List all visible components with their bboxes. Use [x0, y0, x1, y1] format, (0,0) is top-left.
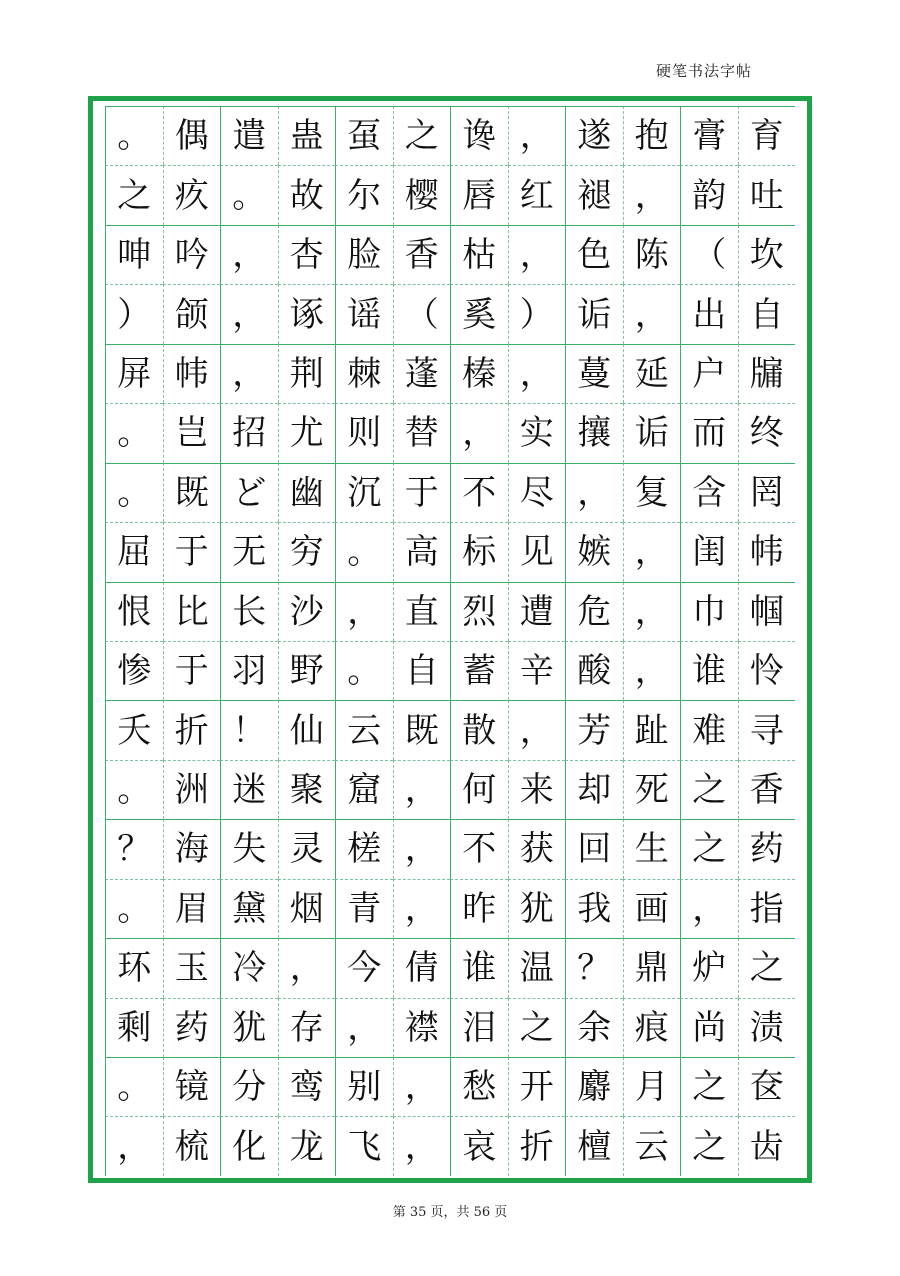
- grid-cell: ，: [565, 463, 623, 522]
- grid-cell: 谣: [335, 284, 393, 343]
- grid-cell: 化: [220, 1116, 278, 1175]
- grid-cell: 出: [680, 284, 738, 343]
- grid-cell: 于: [393, 463, 451, 522]
- grid-cell: 。: [105, 463, 163, 522]
- header-title: 硬笔书法字帖: [655, 62, 752, 80]
- grid-cell: ，: [278, 938, 336, 997]
- grid-cell: 遂: [565, 106, 623, 165]
- grid-cell: 之: [508, 998, 566, 1057]
- grid-cell: ，: [393, 1057, 451, 1116]
- grid-cell: 香: [738, 760, 796, 819]
- grid-cell: 飞: [335, 1116, 393, 1175]
- grid-cell: 吟: [163, 225, 221, 284]
- grid-cell: 怜: [738, 641, 796, 700]
- grid-cell: ，: [680, 879, 738, 938]
- grid-cell: ど: [220, 463, 278, 522]
- grid-cell: ，: [335, 582, 393, 641]
- grid-cell: 惨: [105, 641, 163, 700]
- grid-cell: 烟: [278, 879, 336, 938]
- grid-cell: 分: [220, 1057, 278, 1116]
- grid-cell: 痕: [623, 998, 681, 1057]
- grid-cell: 野: [278, 641, 336, 700]
- grid-cell: 回: [565, 819, 623, 878]
- grid-cell: 尔: [335, 165, 393, 224]
- grid-cell: 则: [335, 403, 393, 462]
- grid-cell: 直: [393, 582, 451, 641]
- grid-cell: ，: [220, 344, 278, 403]
- grid-cell: 枯: [450, 225, 508, 284]
- grid-cell: 攘: [565, 403, 623, 462]
- grid-cell: 帏: [163, 344, 221, 403]
- grid-cell: 却: [565, 760, 623, 819]
- grid-cell: 诟: [565, 284, 623, 343]
- grid-cell: ，: [220, 225, 278, 284]
- grid-cell: 香: [393, 225, 451, 284]
- grid-cell: 实: [508, 403, 566, 462]
- grid-cell: 灵: [278, 819, 336, 878]
- grid-cell: 画: [623, 879, 681, 938]
- grid-cell: 幽: [278, 463, 336, 522]
- grid-cell: ，: [623, 522, 681, 581]
- grid-cell: 。: [105, 106, 163, 165]
- grid-cell: 洲: [163, 760, 221, 819]
- grid-cell: 之: [680, 1116, 738, 1175]
- grid-cell: 泪: [450, 998, 508, 1057]
- grid-cell: 。: [335, 641, 393, 700]
- grid-cell: 趾: [623, 700, 681, 759]
- grid-cell: 药: [163, 998, 221, 1057]
- grid-cell: 虿: [335, 106, 393, 165]
- grid-cell: 存: [278, 998, 336, 1057]
- grid-cell: 死: [623, 760, 681, 819]
- grid-cell: 唇: [450, 165, 508, 224]
- page-footer: 第 35 页，共 56 页: [392, 1205, 508, 1220]
- grid-cell: 于: [163, 641, 221, 700]
- grid-cell: 玉: [163, 938, 221, 997]
- grid-cell: 羽: [220, 641, 278, 700]
- grid-cell: 酸: [565, 641, 623, 700]
- grid-cell: ，: [393, 760, 451, 819]
- grid-cell: 脸: [335, 225, 393, 284]
- grid-cell: 聚: [278, 760, 336, 819]
- grid-cell: ，: [105, 1116, 163, 1175]
- grid-cell: 何: [450, 760, 508, 819]
- grid-cell: 窟: [335, 760, 393, 819]
- grid-cell: ，: [623, 641, 681, 700]
- grid-cell: 辛: [508, 641, 566, 700]
- grid-cell: ，: [623, 582, 681, 641]
- grid-cell: 散: [450, 700, 508, 759]
- grid-cell: ，: [220, 284, 278, 343]
- grid-cell: 诼: [278, 284, 336, 343]
- grid-cell: 蓬: [393, 344, 451, 403]
- grid-cell: 海: [163, 819, 221, 878]
- grid-cell: 别: [335, 1057, 393, 1116]
- grid-cell: 不: [450, 819, 508, 878]
- grid-cell: 倩: [393, 938, 451, 997]
- grid-cell: ，: [508, 106, 566, 165]
- grid-cell: 榛: [450, 344, 508, 403]
- grid-cell: 来: [508, 760, 566, 819]
- grid-cell: 遣: [220, 106, 278, 165]
- grid-cell: 偶: [163, 106, 221, 165]
- grid-cell: 昨: [450, 879, 508, 938]
- grid-cell: 见: [508, 522, 566, 581]
- grid-cell: ，: [508, 225, 566, 284]
- grid-cell: 罔: [738, 463, 796, 522]
- grid-cell: 眉: [163, 879, 221, 938]
- grid-cell: ，: [393, 1116, 451, 1175]
- grid-cell: 尤: [278, 403, 336, 462]
- grid-cell: 犹: [220, 998, 278, 1057]
- grid-cell: 奚: [450, 284, 508, 343]
- grid-cell: 芳: [565, 700, 623, 759]
- grid-cell: ，: [623, 284, 681, 343]
- grid-cell: 自: [738, 284, 796, 343]
- grid-cell: 青: [335, 879, 393, 938]
- grid-cell: 棘: [335, 344, 393, 403]
- grid-cell: ！: [220, 700, 278, 759]
- grid-cell: 闺: [680, 522, 738, 581]
- grid-cell: 云: [335, 700, 393, 759]
- grid-cell: 吐: [738, 165, 796, 224]
- grid-cell: 之: [105, 165, 163, 224]
- grid-cell: 遭: [508, 582, 566, 641]
- grid-cell: （: [393, 284, 451, 343]
- grid-cell: 指: [738, 879, 796, 938]
- grid-cell: 梳: [163, 1116, 221, 1175]
- grid-cell: 折: [508, 1116, 566, 1175]
- grid-cell: 嫉: [565, 522, 623, 581]
- grid-cell: 蛊: [278, 106, 336, 165]
- grid-cell: 招: [220, 403, 278, 462]
- grid-cell: 渍: [738, 998, 796, 1057]
- grid-cell: 复: [623, 463, 681, 522]
- grid-cell: 炉: [680, 938, 738, 997]
- grid-cell: 高: [393, 522, 451, 581]
- grid-cell: ，: [450, 403, 508, 462]
- grid-cell: 难: [680, 700, 738, 759]
- grid-cell: 疚: [163, 165, 221, 224]
- grid-cell: 谁: [450, 938, 508, 997]
- grid-cell: 之: [680, 1057, 738, 1116]
- grid-cell: 尽: [508, 463, 566, 522]
- grid-cell: 蔓: [565, 344, 623, 403]
- grid-cell: 户: [680, 344, 738, 403]
- grid-cell: 烈: [450, 582, 508, 641]
- grid-cell: 之: [680, 819, 738, 878]
- grid-cell: 屏: [105, 344, 163, 403]
- grid-cell: 岂: [163, 403, 221, 462]
- practice-frame: [88, 96, 812, 1183]
- grid-cell: 药: [738, 819, 796, 878]
- grid-cell: 鼎: [623, 938, 681, 997]
- grid-cell: 色: [565, 225, 623, 284]
- grid-cell: 云: [623, 1116, 681, 1175]
- grid-cell: 槎: [335, 819, 393, 878]
- grid-cell: 之: [680, 760, 738, 819]
- grid-cell: 帼: [738, 582, 796, 641]
- grid-cell: 樱: [393, 165, 451, 224]
- grid-cell: 抱: [623, 106, 681, 165]
- grid-cell: 沙: [278, 582, 336, 641]
- grid-cell: ？: [105, 819, 163, 878]
- grid-cell: 愁: [450, 1057, 508, 1116]
- grid-cell: 温: [508, 938, 566, 997]
- grid-cell: 谁: [680, 641, 738, 700]
- grid-cell: 膏: [680, 106, 738, 165]
- grid-cell: 标: [450, 522, 508, 581]
- grid-cell: ，: [393, 819, 451, 878]
- grid-cell: 奁: [738, 1057, 796, 1116]
- character-grid: [105, 106, 795, 1176]
- grid-cell: 红: [508, 165, 566, 224]
- grid-cell: ）: [105, 284, 163, 343]
- grid-cell: 黛: [220, 879, 278, 938]
- grid-cell: 比: [163, 582, 221, 641]
- grid-cell: ，: [508, 700, 566, 759]
- grid-cell: 今: [335, 938, 393, 997]
- grid-cell: 失: [220, 819, 278, 878]
- grid-cell: 含: [680, 463, 738, 522]
- grid-cell: 诟: [623, 403, 681, 462]
- grid-cell: 杏: [278, 225, 336, 284]
- grid-cell: 穷: [278, 522, 336, 581]
- grid-cell: 。: [105, 1057, 163, 1116]
- grid-cell: ，: [393, 879, 451, 938]
- grid-cell: 自: [393, 641, 451, 700]
- grid-cell: 巾: [680, 582, 738, 641]
- grid-cell: 颌: [163, 284, 221, 343]
- grid-cell: 我: [565, 879, 623, 938]
- grid-cell: 生: [623, 819, 681, 878]
- grid-cell: ，: [335, 998, 393, 1057]
- grid-cell: 延: [623, 344, 681, 403]
- grid-cell: 获: [508, 819, 566, 878]
- grid-cell: 危: [565, 582, 623, 641]
- grid-cell: （: [680, 225, 738, 284]
- grid-cell: 。: [105, 760, 163, 819]
- grid-cell: 鸾: [278, 1057, 336, 1116]
- grid-cell: 替: [393, 403, 451, 462]
- grid-cell: ，: [623, 165, 681, 224]
- grid-cell: 镜: [163, 1057, 221, 1116]
- grid-cell: 终: [738, 403, 796, 462]
- grid-cell: 寻: [738, 700, 796, 759]
- grid-cell: 韵: [680, 165, 738, 224]
- grid-cell: 余: [565, 998, 623, 1057]
- grid-cell: 哀: [450, 1116, 508, 1175]
- grid-cell: 于: [163, 522, 221, 581]
- grid-cell: 檀: [565, 1116, 623, 1175]
- grid-cell: 帏: [738, 522, 796, 581]
- grid-cell: 屈: [105, 522, 163, 581]
- grid-cell: 仙: [278, 700, 336, 759]
- grid-cell: 月: [623, 1057, 681, 1116]
- grid-cell: 齿: [738, 1116, 796, 1175]
- grid-cell: 沉: [335, 463, 393, 522]
- grid-cell: 之: [393, 106, 451, 165]
- grid-cell: 犹: [508, 879, 566, 938]
- grid-cell: 环: [105, 938, 163, 997]
- grid-cell: 陈: [623, 225, 681, 284]
- grid-cell: 开: [508, 1057, 566, 1116]
- grid-cell: 冷: [220, 938, 278, 997]
- grid-cell: 麝: [565, 1057, 623, 1116]
- grid-cell: 牖: [738, 344, 796, 403]
- grid-cell: 不: [450, 463, 508, 522]
- grid-cell: 既: [393, 700, 451, 759]
- grid-cell: 襟: [393, 998, 451, 1057]
- grid-cell: 坎: [738, 225, 796, 284]
- grid-cell: 褪: [565, 165, 623, 224]
- grid-cell: ，: [508, 344, 566, 403]
- grid-cell: 蓄: [450, 641, 508, 700]
- grid-cell: 谗: [450, 106, 508, 165]
- grid-cell: 既: [163, 463, 221, 522]
- grid-cell: ）: [508, 284, 566, 343]
- grid-cell: 剩: [105, 998, 163, 1057]
- grid-cell: 故: [278, 165, 336, 224]
- grid-cell: 恨: [105, 582, 163, 641]
- grid-cell: 折: [163, 700, 221, 759]
- grid-cell: 。: [105, 879, 163, 938]
- grid-cell: 呻: [105, 225, 163, 284]
- grid-cell: 。: [220, 165, 278, 224]
- grid-cell: 尚: [680, 998, 738, 1057]
- grid-cell: 迷: [220, 760, 278, 819]
- grid-cell: 无: [220, 522, 278, 581]
- grid-cell: 荆: [278, 344, 336, 403]
- grid-cell: 夭: [105, 700, 163, 759]
- grid-cell: 。: [335, 522, 393, 581]
- grid-cell: 之: [738, 938, 796, 997]
- grid-cell: 而: [680, 403, 738, 462]
- grid-cell: ？: [565, 938, 623, 997]
- grid-cell: 育: [738, 106, 796, 165]
- grid-cell: 龙: [278, 1116, 336, 1175]
- grid-cell: 长: [220, 582, 278, 641]
- grid-cell: 。: [105, 403, 163, 462]
